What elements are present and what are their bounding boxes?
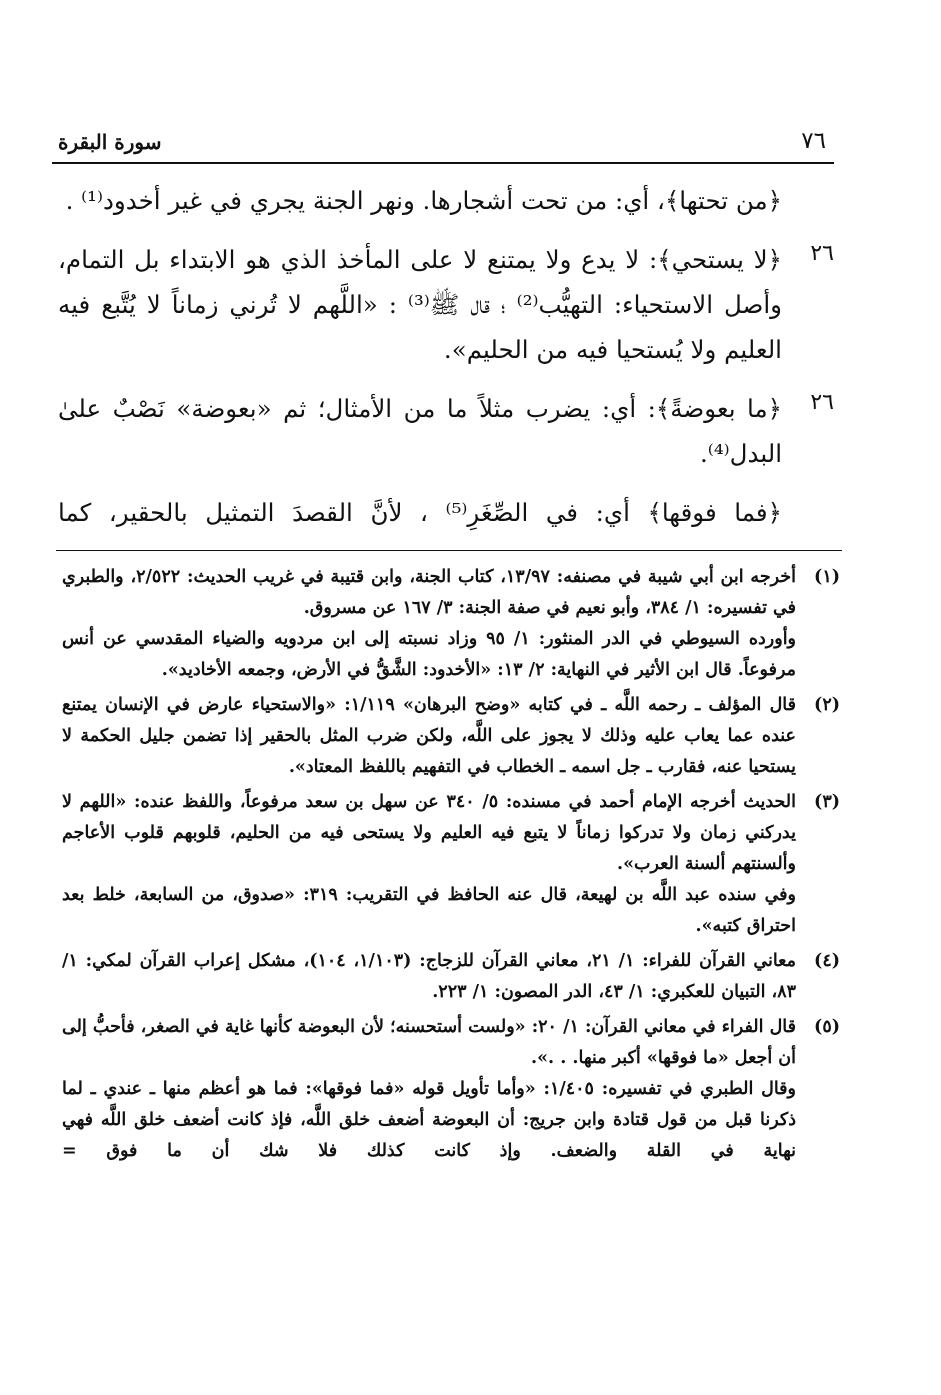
footnote — [62, 946, 840, 1008]
verse-entry — [58, 490, 838, 535]
footnote-text: معاني القرآن للفراء: ١/ ٢١، معاني القرآن للزجاج: (١/١٠٣، ١٠٤)، مشكل إعراب القرآن لمكي: ١/ ٨٣، التبيان للعكبري: ١/ ٤٣، الدر المصون: ١/ ٢٢٣. — [62, 951, 797, 1002]
verse-entry — [58, 386, 838, 476]
footnote-number: (١) — [814, 567, 840, 587]
footnote-divider — [56, 550, 842, 551]
verse-number: ٢٦ — [810, 390, 834, 415]
page-number: ٧٦ — [801, 128, 826, 154]
verse-entry — [58, 178, 838, 223]
verse-commentary: ﴿فما فوقها﴾ أي: في الصِّغَرِ⁽⁵⁾ ، لأنَّ القصدَ التمثيل بالحقير، كما — [58, 498, 782, 527]
footnote — [62, 787, 840, 942]
footnote-text: وفي سنده عبد اللَّه بن لهيعة، قال عنه الحافظ في التقريب: ٣١٩: «صدوق، من السابعة، خلط بعد احتراق كتبه». — [62, 885, 796, 936]
footnote-text: قال المؤلف ـ رحمه اللَّه ـ في كتابه «وضح البرهان» ١/١١٩: «والاستحياء عارض في الإنسان يمتنع عنده عما يعاب عليه وذلك لا يجوز على اللَّه، ولكن ضرب المثل بالحقير إذا تضمن جليل الحكمة لا يستحيا عنه، فقارب ـ جل اسمه ـ الخطاب في التفهيم باللفظ المعتاد». — [62, 695, 796, 777]
footnote-number: (٢) — [814, 695, 840, 715]
footnote-text: وقال الطبري في تفسيره: ١/٤٠٥: «وأما تأويل قوله «فما فوقها»: فما هو أعظم منها ـ عندي ـ لما ذكرنا قبل من قول قتادة وابن جريج: أن البعوضة أضعف خلق اللَّه، فإذ كانت أضعف خلق اللَّه فهي نهاية في القلة والضعف. وإذ كانت كذلك فلا شك أن ما فوق = — [62, 1079, 796, 1161]
footnotes — [62, 562, 840, 1171]
main-text — [58, 178, 838, 549]
footnote-text: الحديث أخرجه الإمام أحمد في مسنده: ٥/ ٣٤٠ عن سهل بن سعد مرفوعاً، واللفظ عنده: «اللهم لا يدركني زمان ولا تدركوا زماناً لا يتبع فيه العليم ولا يستحى فيه من الحليم، قلوبهم قلوب الأعاجم وألسنتهم ألسنة العرب». — [62, 792, 796, 874]
footnote-text: أخرجه ابن أبي شيبة في مصنفه: ١٣/٩٧، كتاب الجنة، وابن قتيبة في غريب الحديث: ٢/٥٢٢، والطبري في تفسيره: ١/ ٣٨٤، وأبو نعيم في صفة الجنة: ٣/ ١٦٧ عن مسروق. — [62, 567, 796, 618]
footnote-text: قال الفراء في معاني القرآن: ١/ ٢٠: «ولست أستحسنه؛ لأن البعوضة كأنها غاية في الصغر، فأحبُّ إلى أن أجعل «ما فوقها» أكبر منها. . .». — [62, 1017, 797, 1068]
footnote — [62, 690, 840, 783]
verse-entry — [58, 237, 838, 372]
footnote — [62, 1012, 840, 1167]
verse-commentary: ﴿لا يستحي﴾: لا يدع ولا يمتنع لا على المأخذ الذي هو الابتداء بل التمام، وأصل الاستحياء: التهيُّب⁽²⁾ ؛ قال ﷺ⁽³⁾ : «اللَّهم لا تُرني زماناً لا يُتَّبع فيه العليم ولا يُستحيا فيه من الحليم». — [58, 245, 782, 364]
footnote — [62, 562, 840, 686]
surah-title: سورة البقرة — [58, 130, 162, 154]
footnote-number: (٣) — [814, 792, 840, 812]
verse-commentary: ﴿من تحتها﴾، أي: من تحت أشجارها. ونهر الجنة يجري في غير أخدود⁽¹⁾ . — [65, 186, 782, 215]
footnote-text: وأورده السيوطي في الدر المنثور: ١/ ٩٥ وزاد نسبته إلى ابن مردويه والضياء المقدسي عن أنس مرفوعاً. قال ابن الأثير في النهاية: ٢/ ١٣: «الأخدود: الشَّقُّ في الأرض، وجمعه الأخاديد». — [62, 629, 797, 680]
verse-commentary: ﴿ما بعوضةً﴾: أي: يضرب مثلاً ما من الأمثال؛ ثم «بعوضة» نَصْبٌ علىٰ البدل⁽⁴⁾. — [58, 394, 782, 468]
footnote-number: (٥) — [814, 1017, 840, 1037]
footnote-number: (٤) — [814, 951, 840, 971]
verse-number: ٢٦ — [810, 241, 834, 266]
page-header — [52, 128, 834, 164]
